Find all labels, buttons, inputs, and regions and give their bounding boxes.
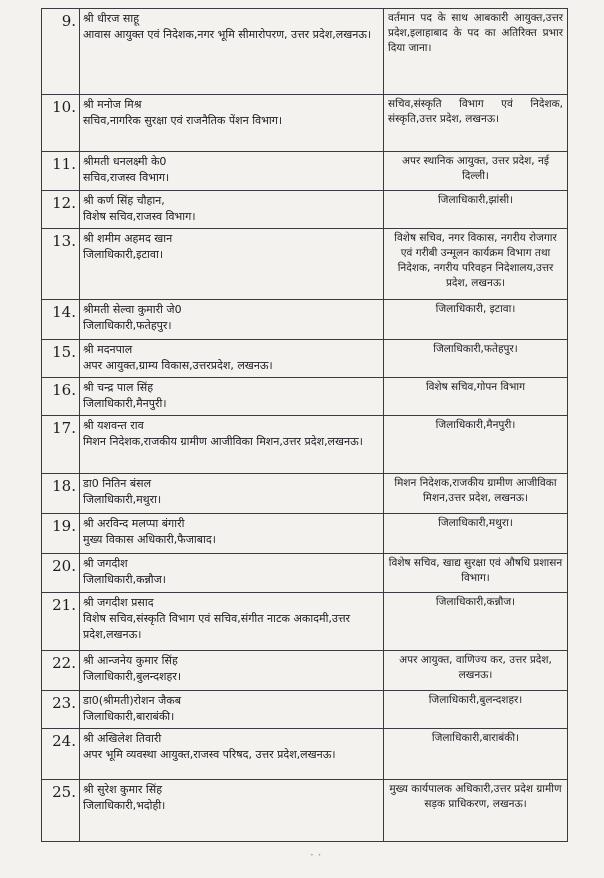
- table-row: [42, 474, 568, 514]
- table-row: [42, 300, 568, 340]
- officer-cell: [80, 780, 384, 842]
- current-designation: सचिव,नागरिक सुरक्षा एवं राजनैतिक पेंशन विभाग।: [83, 114, 283, 127]
- serial-number: 20.: [42, 554, 80, 593]
- transfer-orders-table: [41, 8, 568, 842]
- table-row: [42, 229, 568, 300]
- table-row: [42, 191, 568, 229]
- officer-name: श्री जगदीश प्रसाद: [83, 596, 154, 609]
- officer-cell: [80, 378, 384, 416]
- current-designation: सचिव,राजस्व विभाग।: [83, 171, 170, 184]
- new-posting: अपर आयुक्त, वाणिज्य कर, उत्तर प्रदेश, लखनऊ।: [384, 651, 568, 691]
- officer-name: श्री मदनपाल: [83, 343, 133, 356]
- table-row: [42, 416, 568, 474]
- table-body: [42, 9, 568, 842]
- officer-cell: [80, 191, 384, 229]
- officer-cell: [80, 474, 384, 514]
- current-designation: जिलाधिकारी,भदोही।: [83, 799, 166, 812]
- new-posting: विशेष सचिव,गोपन विभाग: [384, 378, 568, 416]
- officer-name: श्री सुरेश कुमार सिंह: [83, 783, 163, 796]
- table-row: [42, 691, 568, 729]
- serial-number: 19.: [42, 514, 80, 554]
- current-designation: जिलाधिकारी,बाराबंकी।: [83, 710, 175, 723]
- officer-cell: [80, 229, 384, 300]
- officer-name: श्री चन्द्र पाल सिंह: [83, 381, 154, 394]
- table-row: [42, 9, 568, 95]
- scan-smudge: · ·: [310, 848, 322, 862]
- officer-cell: [80, 9, 384, 95]
- current-designation: जिलाधिकारी,मैनपुरी।: [83, 397, 167, 410]
- officer-name: श्री कर्ण सिंह चौहान,: [83, 194, 165, 207]
- current-designation: जिलाधिकारी,कन्नौज।: [83, 573, 166, 586]
- table-row: [42, 780, 568, 842]
- new-posting: जिलाधिकारी,बुलन्दशहर।: [384, 691, 568, 729]
- new-posting: विशेष सचिव, नगर विकास, नगरीय रोजगार एवं गरीबी उन्मूलन कार्यक्रम विभाग तथा निदेशक, नगरीय परिवहन निदेशालय,उत्तर प्रदेश, लखनऊ।: [384, 229, 568, 300]
- officer-cell: [80, 651, 384, 691]
- serial-number: 15.: [42, 340, 80, 378]
- serial-number: 13.: [42, 229, 80, 300]
- serial-number: 16.: [42, 378, 80, 416]
- serial-number: 10.: [42, 95, 80, 152]
- officer-name: श्री धीरज साहू: [83, 12, 140, 25]
- table-row: [42, 378, 568, 416]
- current-designation: जिलाधिकारी,इटावा।: [83, 248, 164, 261]
- officer-name: श्री यशवन्त राव: [83, 419, 144, 432]
- table-row: [42, 729, 568, 780]
- serial-number: 23.: [42, 691, 80, 729]
- officer-cell: [80, 95, 384, 152]
- new-posting: मिशन निदेशक,राजकीय ग्रामीण आजीविका मिशन,उत्तर प्रदेश, लखनऊ।: [384, 474, 568, 514]
- serial-number: 22.: [42, 651, 80, 691]
- serial-number: 21.: [42, 593, 80, 651]
- table-row: [42, 651, 568, 691]
- new-posting: जिलाधिकारी,बाराबंकी।: [384, 729, 568, 780]
- officer-name: डा0 नितिन बंसल: [83, 477, 152, 490]
- new-posting: जिलाधिकारी, इटावा।: [384, 300, 568, 340]
- serial-number: 24.: [42, 729, 80, 780]
- new-posting: जिलाधिकारी,मैनपुरी।: [384, 416, 568, 474]
- current-designation: मुख्य विकास अधिकारी,फैजाबाद।: [83, 533, 216, 546]
- officer-cell: [80, 554, 384, 593]
- current-designation: विशेष सचिव,संस्कृति विभाग एवं सचिव,संगीत नाटक अकादमी,उत्तर प्रदेश,लखनऊ।: [83, 612, 351, 641]
- new-posting: सचिव,संस्कृति विभाग एवं निदेशक, संस्कृति,उत्तर प्रदेश, लखनऊ।: [384, 95, 568, 152]
- officer-cell: [80, 729, 384, 780]
- officer-cell: [80, 416, 384, 474]
- officer-name: श्री शमीम अहमद खान: [83, 232, 173, 245]
- officer-cell: [80, 691, 384, 729]
- current-designation: विशेष सचिव,राजस्व विभाग।: [83, 210, 196, 223]
- table-row: [42, 152, 568, 191]
- officer-name: श्री मनोज मिश्र: [83, 98, 142, 111]
- serial-number: 17.: [42, 416, 80, 474]
- officer-name: श्री अरविन्द मलप्पा बंगारी: [83, 517, 185, 530]
- new-posting: जिलाधिकारी,फतेहपुर।: [384, 340, 568, 378]
- new-posting: मुख्य कार्यपालक अधिकारी,उत्तर प्रदेश ग्रामीण सड़क प्राधिकरण, लखनऊ।: [384, 780, 568, 842]
- officer-name: श्रीमती सेल्वा कुमारी जे0: [83, 303, 182, 316]
- officer-cell: [80, 300, 384, 340]
- current-designation: जिलाधिकारी,बुलन्दशहर।: [83, 670, 182, 683]
- officer-cell: [80, 514, 384, 554]
- table-row: [42, 340, 568, 378]
- officer-name: श्री अखिलेश तिवारी: [83, 732, 162, 745]
- serial-number: 11.: [42, 152, 80, 191]
- serial-number: 14.: [42, 300, 80, 340]
- serial-number: 18.: [42, 474, 80, 514]
- officer-cell: [80, 152, 384, 191]
- officer-name: श्री आन्जनेय कुमार सिंह: [83, 654, 178, 667]
- officer-cell: [80, 340, 384, 378]
- new-posting: अपर स्थानिक आयुक्त, उत्तर प्रदेश, नई दिल्ली।: [384, 152, 568, 191]
- officer-name: श्री जगदीश: [83, 557, 128, 570]
- new-posting: विशेष सचिव, खाद्य सुरक्षा एवं औषधि प्रशासन विभाग।: [384, 554, 568, 593]
- table-row: [42, 593, 568, 651]
- new-posting: वर्तमान पद के साथ आबकारी आयुक्त,उत्तर प्रदेश,इलाहाबाद के पद का अतिरिक्त प्रभार दिया जाना।: [384, 9, 568, 95]
- serial-number: 9.: [42, 9, 80, 95]
- officer-cell: [80, 593, 384, 651]
- new-posting: जिलाधिकारी,कन्नौज।: [384, 593, 568, 651]
- officer-name: डा0(श्रीमती)रोशन जैकब: [83, 694, 181, 707]
- new-posting: जिलाधिकारी,मथुरा।: [384, 514, 568, 554]
- new-posting: जिलाधिकारी,झांसी।: [384, 191, 568, 229]
- current-designation: जिलाधिकारी,मथुरा।: [83, 493, 162, 506]
- table-row: [42, 554, 568, 593]
- officer-name: श्रीमती धनलक्ष्मी के0: [83, 155, 167, 168]
- current-designation: मिशन निदेशक,राजकीय ग्रामीण आजीविका मिशन,उत्तर प्रदेश,लखनऊ।: [83, 435, 363, 448]
- current-designation: आवास आयुक्त एवं निदेशक,नगर भूमि सीमारोपरण, उत्तर प्रदेश,लखनऊ।: [83, 28, 372, 41]
- current-designation: अपर आयुक्त,ग्राम्य विकास,उत्तरप्रदेश, लखनऊ।: [83, 359, 273, 372]
- current-designation: जिलाधिकारी,फतेहपुर।: [83, 319, 172, 332]
- current-designation: अपर भूमि व्यवस्था आयुक्त,राजस्व परिषद, उत्तर प्रदेश,लखनऊ।: [83, 748, 336, 761]
- serial-number: 12.: [42, 191, 80, 229]
- table-row: [42, 514, 568, 554]
- table-row: [42, 95, 568, 152]
- serial-number: 25.: [42, 780, 80, 842]
